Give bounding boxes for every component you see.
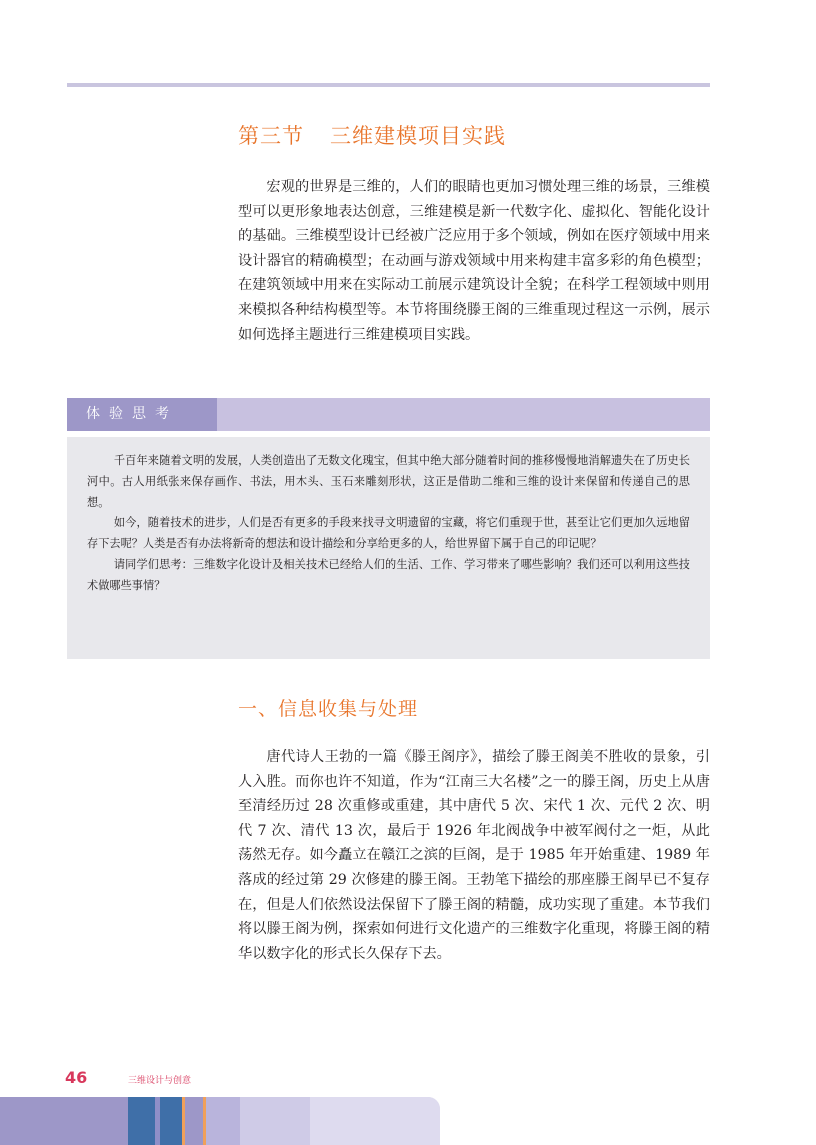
subsection-paragraph: 唐代诗人王勃的一篇《滕王阁序》，描绘了滕王阁美不胜收的景象，引人入胜。而你也许不知道，作为“江南三大名楼”之一的滕王阁，历史上从唐至清经历过 28 次重修或重建，其中唐代 5 次、宋代 1 次、元代 2 次、明代 7 次、清代 13 次，最后于 1926 年北阀战争中被军阀付之一炬，从此荡然无存。如今矗立在赣江之滨的巨阁，是于 1985 年开始重建、1989 年落成的经过第 29 次修建的滕王阁。王勃笔下描绘的那座滕王阁早已不复存在，但是人们依然设法保留下了滕王阁的精髓，成功实现了重建。本节我们将以滕王阁为例，探索如何进行文化遗产的三维数字化重现，将滕王阁的精华以数字化的形式长久保存下去。 <box>238 749 710 962</box>
section-heading: 三维建模项目实践 <box>330 124 506 148</box>
intro-paragraph: 宏观的世界是三维的，人们的眼睛也更加习惯处理三维的场景，三维模型可以更形象地表达创意，三维建模是新一代数字化、虚拟化、智能化设计的基础。三维模型设计已经被广泛应用于多个领域，例如在医疗领域中用来设计器官的精确模型；在动画与游戏领域中用来构建丰富多彩的角色模型；在建筑领域中用来在实际动工前展示建筑设计全貌；在科学工程领域中则用来模拟各种结构模型等。本节将围绕滕王阁的三维重现过程这一示例，展示如何选择主题进行三维建模项目实践。 <box>238 179 710 343</box>
think-header <box>67 398 710 431</box>
think-paragraph-1: 千百年来随着文明的发展，人类创造出了无数文化瑰宝，但其中绝大部分随着时间的推移慢慢地消解遗失在了历史长河中。古人用纸张来保存画作、书法，用木头、玉石来雕刻形状，这正是借助二维和三维的设计来保留和传递自己的思想。 <box>87 454 690 509</box>
section-number: 第三节 <box>238 124 304 148</box>
think-paragraph-3: 请同学们思考：三维数字化设计及相关技术已经给人们的生活、工作、学习带来了哪些影响？我们还可以利用这些技术做哪些事情？ <box>87 557 690 592</box>
book-title: 三维设计与创意 <box>128 1076 192 1086</box>
subsection-title: 一、信息收集与处理 <box>238 698 419 720</box>
section-title <box>238 120 506 150</box>
think-box <box>67 437 710 659</box>
think-paragraph-2: 如今，随着技术的进步，人们是否有更多的手段来找寻文明遗留的宝藏，将它们重现于世，甚至让它们更加久远地留存下去呢？人类是否有办法将新奇的想法和设计描绘和分享给更多的人，给世界留下属于自己的印记呢？ <box>87 516 690 551</box>
footer-decoration <box>0 1097 440 1145</box>
think-label: 体验思考 <box>67 398 217 431</box>
page-number: 46 <box>65 1068 88 1087</box>
top-rule <box>67 83 710 87</box>
